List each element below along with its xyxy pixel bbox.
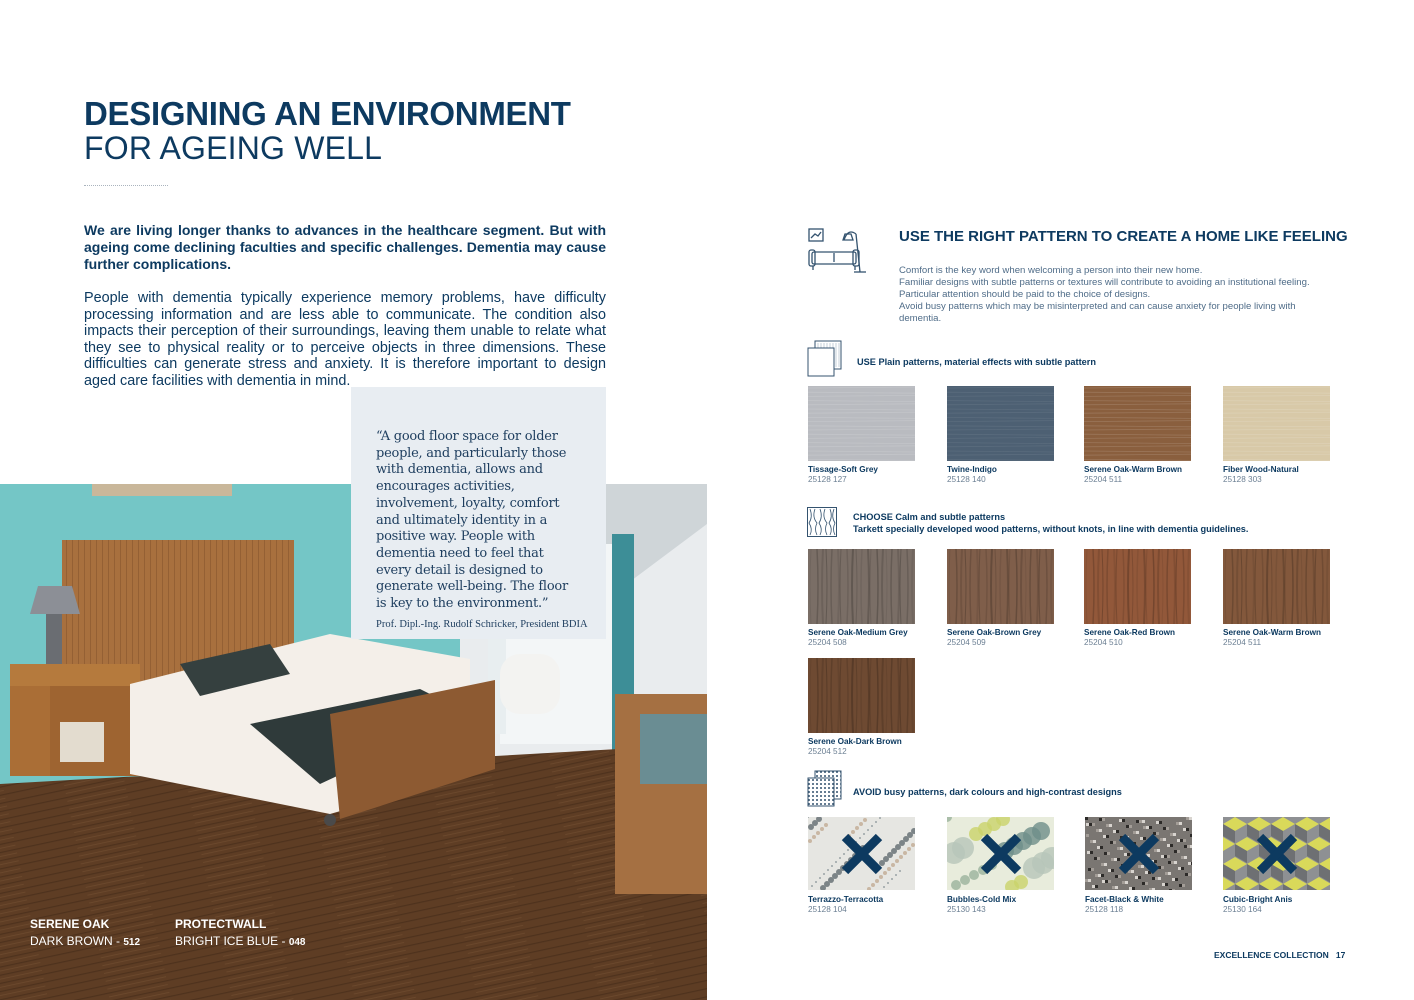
sofa-lamp-icon xyxy=(806,226,872,281)
page-title-bold: DESIGNING AN ENVIRONMENT xyxy=(84,95,571,132)
quote-text: “A good floor space for older people, and particularly those with dementia, allows and encourages activities, involvement, loyalty, comfort and ultimately identity in a positive way. People with dementia need to feel that every detail is designed to generate well-being. The floor is key to the environment.” xyxy=(376,429,568,612)
use-swatch-image xyxy=(1223,386,1330,461)
swatch-name: Bubbles-Cold Mix xyxy=(947,895,1017,904)
section-title: USE THE RIGHT PATTERN TO CREATE A HOME LIKE FEELING xyxy=(899,228,1348,245)
choose-swatch-image xyxy=(808,549,915,624)
choose-label-line: CHOOSE Calm and subtle patterns xyxy=(853,512,1006,522)
intro-lead-paragraph: We are living longer thanks to advances in the healthcare segment. But with ageing come declining faculties and specific challenges. Dementia may cause further complications. xyxy=(84,222,606,272)
page-number: 17 xyxy=(1335,950,1346,960)
use-swatch-image xyxy=(947,386,1054,461)
comfort-guidance xyxy=(899,265,1339,325)
swatch-name: Serene Oak-Brown Grey xyxy=(947,628,1042,637)
page-footer xyxy=(1214,950,1345,960)
choose-label-line: Tarkett specially developed wood patterns, without knots, in line with dementia guidelines. xyxy=(853,523,1249,534)
choose-swatch-image xyxy=(1223,549,1330,624)
caption-protectwall xyxy=(175,917,306,948)
comfort-line: Familiar designs with subtle patterns or textures will contribute to avoiding an institutional feeling. xyxy=(899,277,1310,288)
avoid-swatch-image xyxy=(1085,817,1192,890)
use-swatch-image xyxy=(808,386,915,461)
swatch-code: 25128 303 xyxy=(1223,475,1262,484)
avoid-x-icon xyxy=(1118,833,1160,875)
swatch-name: Twine-Indigo xyxy=(947,465,997,474)
swatch-code: 25130 143 xyxy=(947,905,986,914)
avoid-x-icon xyxy=(841,833,883,875)
comfort-line: Particular attention should be paid to the choice of designs. xyxy=(899,289,1151,300)
choose-swatch-image xyxy=(947,549,1054,624)
choose-swatch-image xyxy=(808,658,915,733)
swatch-name: Serene Oak-Medium Grey xyxy=(808,628,908,637)
caption-color: DARK BROWN - 512 xyxy=(30,934,141,948)
footer-collection: EXCELLENCE COLLECTION xyxy=(1214,950,1329,960)
comfort-line: Comfort is the key word when welcoming a person into their new home. xyxy=(899,265,1203,276)
avoid-swatch-image xyxy=(808,817,915,890)
swatch-name: Serene Oak-Warm Brown xyxy=(1223,628,1321,637)
busy-pattern-icon xyxy=(807,770,843,813)
swatch-name: Fiber Wood-Natural xyxy=(1223,465,1299,474)
avoid-x-icon xyxy=(1256,833,1298,875)
swatch-name: Serene Oak-Dark Brown xyxy=(808,737,902,746)
avoid-guideline-label: AVOID busy patterns, dark colours and high-contrast designs xyxy=(853,787,1122,797)
caption-product: PROTECTWALL xyxy=(175,917,267,931)
intro-body-paragraph: People with dementia typically experience memory problems, have difficulty processing information and are less able to communicate. The condition also impacts their perception of their surroundings, leaving them unable to relate what they see to physical reality or to perceive objects in three dimensions. These difficulties can generate stress and anxiety. It is therefore important to design aged care facilities with dementia in mind. xyxy=(84,290,606,389)
swatch-code: 25128 140 xyxy=(947,475,986,484)
choose-guideline-label xyxy=(853,512,1248,535)
swatch-code: 25128 118 xyxy=(1085,905,1124,914)
quote-box xyxy=(351,387,606,639)
title-divider xyxy=(84,185,168,186)
plain-pattern-icon xyxy=(807,340,843,383)
comfort-line: Avoid busy patterns which may be misinterpreted and can cause anxiety for people living with dementia. xyxy=(899,301,1296,324)
swatch-code: 25204 508 xyxy=(808,638,847,647)
caption-serene-oak xyxy=(30,917,140,948)
swatch-name: Facet-Black & White xyxy=(1085,895,1164,904)
swatch-name: Tissage-Soft Grey xyxy=(808,465,878,474)
avoid-swatch-image xyxy=(1223,817,1330,890)
swatch-code: 25204 511 xyxy=(1223,638,1262,647)
swatch-code: 25130 164 xyxy=(1223,905,1262,914)
swatch-name: Serene Oak-Red Brown xyxy=(1084,628,1175,637)
avoid-swatch-image xyxy=(947,817,1054,890)
avoid-x-icon xyxy=(980,833,1022,875)
wood-pattern-icon xyxy=(807,507,837,542)
choose-swatch-image xyxy=(1084,549,1191,624)
page-title-light: FOR AGEING WELL xyxy=(84,130,383,166)
swatch-code: 25204 511 xyxy=(1084,475,1123,484)
use-swatch-image xyxy=(1084,386,1191,461)
caption-color: BRIGHT ICE BLUE - 048 xyxy=(175,934,306,948)
swatch-code: 25204 512 xyxy=(808,747,847,756)
swatch-code: 25204 510 xyxy=(1084,638,1123,647)
swatch-name: Terrazzo-Terracotta xyxy=(808,895,884,904)
swatch-code: 25128 104 xyxy=(808,905,847,914)
swatch-name: Cubic-Bright Anis xyxy=(1223,895,1293,904)
quote-author: Prof. Dipl.-Ing. Rudolf Schricker, President BDIA xyxy=(376,618,588,630)
use-guideline-label: USE Plain patterns, material effects with subtle pattern xyxy=(857,357,1096,367)
swatch-code: 25128 127 xyxy=(808,475,847,484)
swatch-code: 25204 509 xyxy=(947,638,986,647)
swatch-name: Serene Oak-Warm Brown xyxy=(1084,465,1182,474)
caption-product: SERENE OAK xyxy=(30,917,110,931)
